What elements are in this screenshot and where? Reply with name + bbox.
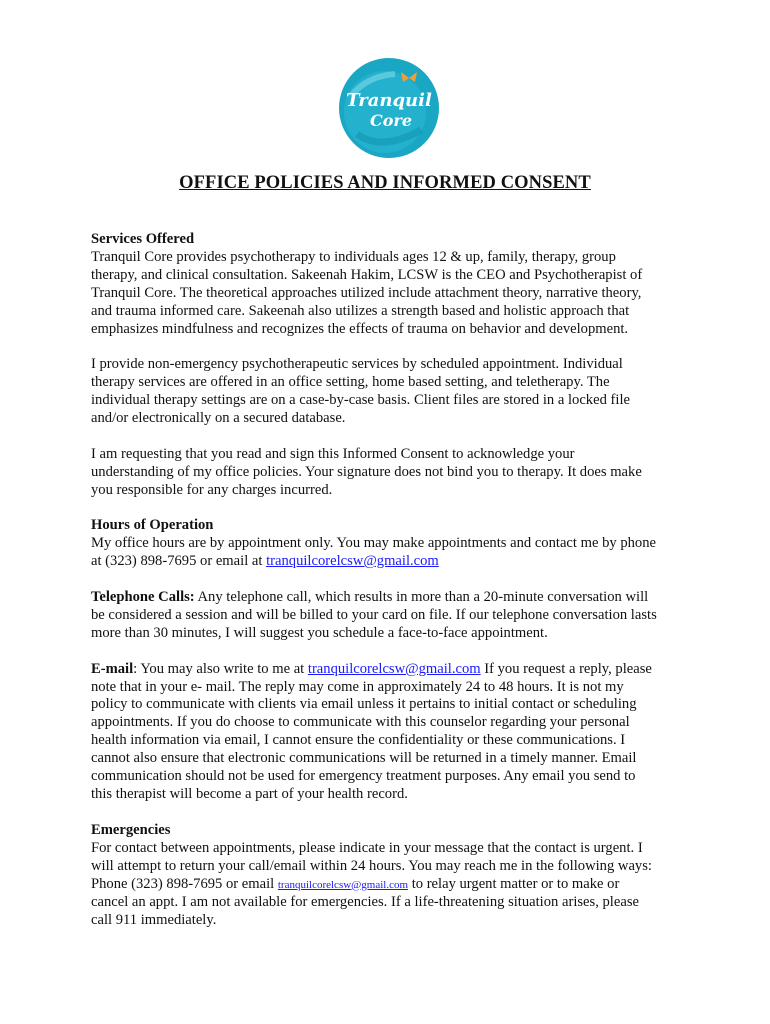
hours-email-link[interactable]: tranquilcorelcsw@gmail.com (266, 553, 439, 570)
document-title: OFFICE POLICIES AND INFORMED CONSENT (179, 173, 591, 193)
paragraph-line: and/or electronically on a secured database. (91, 410, 346, 427)
paragraph-line (91, 661, 691, 679)
email-label: E-mail (91, 660, 134, 677)
paragraph-line: cannot also ensure that electronic communications will be returned in a timely manner. Email (91, 750, 637, 767)
paragraph-line: call 911 immediately. (91, 912, 217, 929)
paragraph-line: cancel an appt. I am not available for emergencies. If a life-threatening situation arises, please (91, 894, 639, 911)
logo-text-line1: Tranquil (346, 90, 432, 111)
paragraph-line: you responsible for any charges incurred. (91, 481, 333, 498)
hours-section (91, 517, 691, 571)
logo-text-line2: Core (369, 111, 413, 130)
paragraph-line: appointments. If you do choose to communicate with this counselor regarding your personal (91, 714, 630, 731)
paragraph-line: this therapist will become a part of your health record. (91, 786, 408, 803)
paragraph-line: My office hours are by appointment only. You may make appointments and contact me by phone (91, 535, 656, 552)
services-paragraph-3 (91, 446, 691, 500)
services-heading: Services Offered (91, 231, 195, 247)
emergencies-heading: Emergencies (91, 821, 171, 838)
paragraph-line: therapy, and clinical consultation. Sakeenah Hakim, LCSW is the CEO and Psychotherapist of (91, 266, 643, 283)
paragraph-line: will attempt to return your call/email within 24 hours. You may reach me in the following ways: (91, 857, 652, 874)
paragraph-line: communication should not be used for emergency treatment purposes. Any email you send to (91, 768, 636, 785)
paragraph-line: understanding of my office policies. Your signature does not bind you to therapy. It does make (91, 463, 642, 480)
emergencies-text: Phone (323) 898-7695 or email (91, 875, 278, 892)
paragraph-line: and trauma informed care. Sakeenah also utilizes a strength based and holistic approach that (91, 302, 630, 319)
hours-heading: Hours of Operation (91, 517, 214, 534)
emergencies-text: to relay urgent matter or to make or (408, 875, 620, 892)
services-section (91, 231, 691, 338)
paragraph-line: For contact between appointments, please indicate in your message that the contact is urgent. I (91, 839, 643, 856)
paragraph-line: Tranquil Core. The theoretical approaches utilized include attachment theory, narrative theory, (91, 284, 642, 301)
paragraph-line (91, 553, 691, 571)
paragraph-line: health information via email, I cannot ensure the confidentiality or these communications. I (91, 732, 626, 749)
paragraph-line: therapy services are offered in an office setting, home based setting, and teletherapy. The (91, 374, 610, 391)
paragraph-line: policy to communicate with clients via email unless it pertains to initial contact or scheduling (91, 696, 637, 713)
email-section-link[interactable]: tranquilcorelcsw@gmail.com (307, 660, 481, 677)
paragraph-line: note that in your e- mail. The reply may come in approximately 24 to 48 hours. It is not my (91, 678, 624, 695)
telephone-label: Telephone Calls: (91, 589, 195, 606)
emergencies-section (91, 822, 691, 930)
telephone-text: Any telephone call, which results in more than a 20-minute conversation will (194, 589, 649, 606)
email-section (91, 661, 691, 804)
paragraph-line: emphasizes mindfulness and recognizes the effects of trauma on behavior and development. (91, 320, 629, 337)
paragraph-line: individual therapy settings are on a case-by-case basis. Client files are stored in a locked file (91, 392, 630, 409)
paragraph-line: I provide non-emergency psychotherapeutic services by scheduled appointment. Individual (91, 356, 623, 373)
paragraph-line (91, 876, 691, 895)
paragraph-line: I am requesting that you read and sign this Informed Consent to acknowledge your (91, 445, 575, 462)
paragraph-line: Tranquil Core provides psychotherapy to individuals ages 12 & up, family, therapy, group (91, 248, 616, 265)
document-body (91, 231, 691, 948)
services-paragraph-2 (91, 356, 691, 428)
tranquil-core-logo (337, 56, 441, 160)
telephone-section (91, 589, 691, 643)
email-text: : You may also write to me at (133, 660, 308, 677)
paragraph-line: be considered a session and will be billed to your card on file. If our telephone conversation lasts (91, 606, 657, 623)
emergencies-email-link[interactable]: tranquilcorelcsw@gmail.com (277, 878, 409, 891)
paragraph-line: more than 30 minutes, I will suggest you schedule a face-to-face appointment. (91, 624, 548, 641)
email-text: If you request a reply, please (480, 660, 652, 677)
paragraph-line (91, 589, 691, 607)
hours-text: at (323) 898-7695 or email at (91, 553, 267, 570)
